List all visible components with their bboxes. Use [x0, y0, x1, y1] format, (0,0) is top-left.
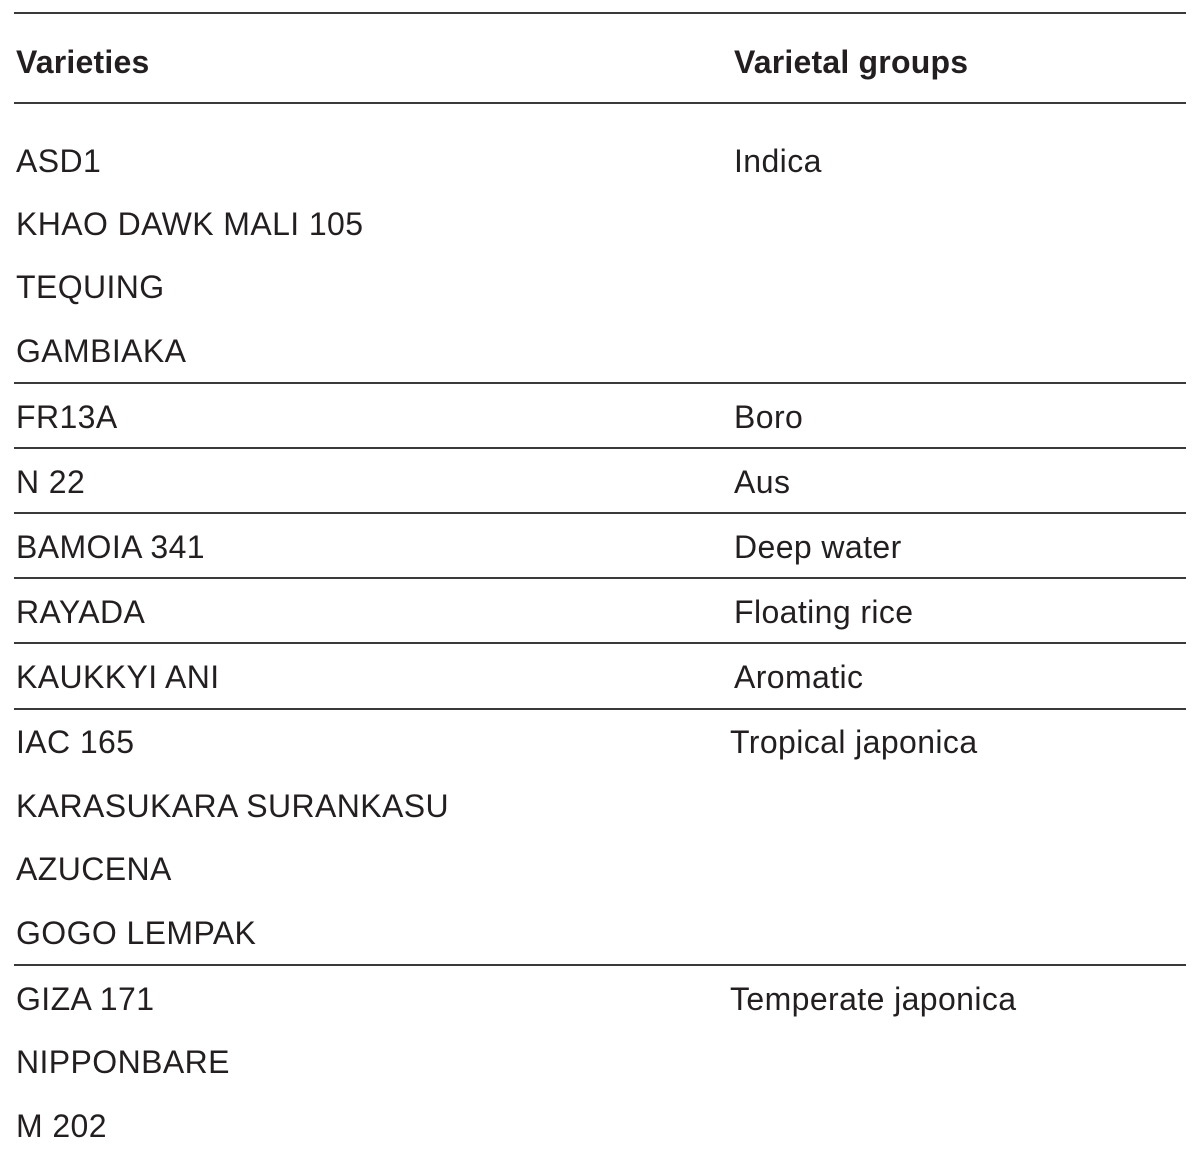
variety-cell: GOGO LEMPAK	[16, 915, 257, 951]
variety-cell: GAMBIAKA	[16, 333, 187, 369]
header-rule	[14, 102, 1186, 104]
group-cell: Tropical japonica	[730, 724, 978, 760]
variety-cell: ASD1	[16, 143, 102, 179]
variety-cell: KARASUKARA SURANKASU	[16, 788, 450, 824]
row-rule	[14, 708, 1186, 710]
row-rule	[14, 642, 1186, 644]
row-rule	[14, 512, 1186, 514]
variety-cell: KHAO DAWK MALI 105	[16, 206, 364, 242]
variety-cell: KAUKKYI ANI	[16, 659, 220, 695]
variety-cell: RAYADA	[16, 594, 146, 630]
row-rule	[14, 964, 1186, 966]
variety-cell: GIZA 171	[16, 981, 155, 1017]
group-cell: Aus	[734, 464, 791, 500]
group-cell: Floating rice	[734, 594, 914, 630]
row-rule	[14, 447, 1186, 449]
variety-cell: AZUCENA	[16, 851, 172, 887]
table-top-rule	[14, 12, 1186, 14]
header-varieties: Varieties	[16, 44, 150, 80]
variety-cell: NIPPONBARE	[16, 1044, 230, 1080]
variety-cell: IAC 165	[16, 724, 135, 760]
variety-cell: M 202	[16, 1108, 107, 1144]
variety-cell: N 22	[16, 464, 86, 500]
variety-cell: BAMOIA 341	[16, 529, 205, 565]
group-cell: Aromatic	[734, 659, 864, 695]
header-varietal-groups: Varietal groups	[734, 44, 969, 80]
group-cell: Deep water	[734, 529, 902, 565]
variety-cell: TEQUING	[16, 269, 165, 305]
row-rule	[14, 382, 1186, 384]
row-rule	[14, 577, 1186, 579]
group-cell: Indica	[734, 143, 822, 179]
group-cell: Boro	[734, 399, 804, 435]
group-cell: Temperate japonica	[730, 981, 1017, 1017]
variety-cell: FR13A	[16, 399, 118, 435]
